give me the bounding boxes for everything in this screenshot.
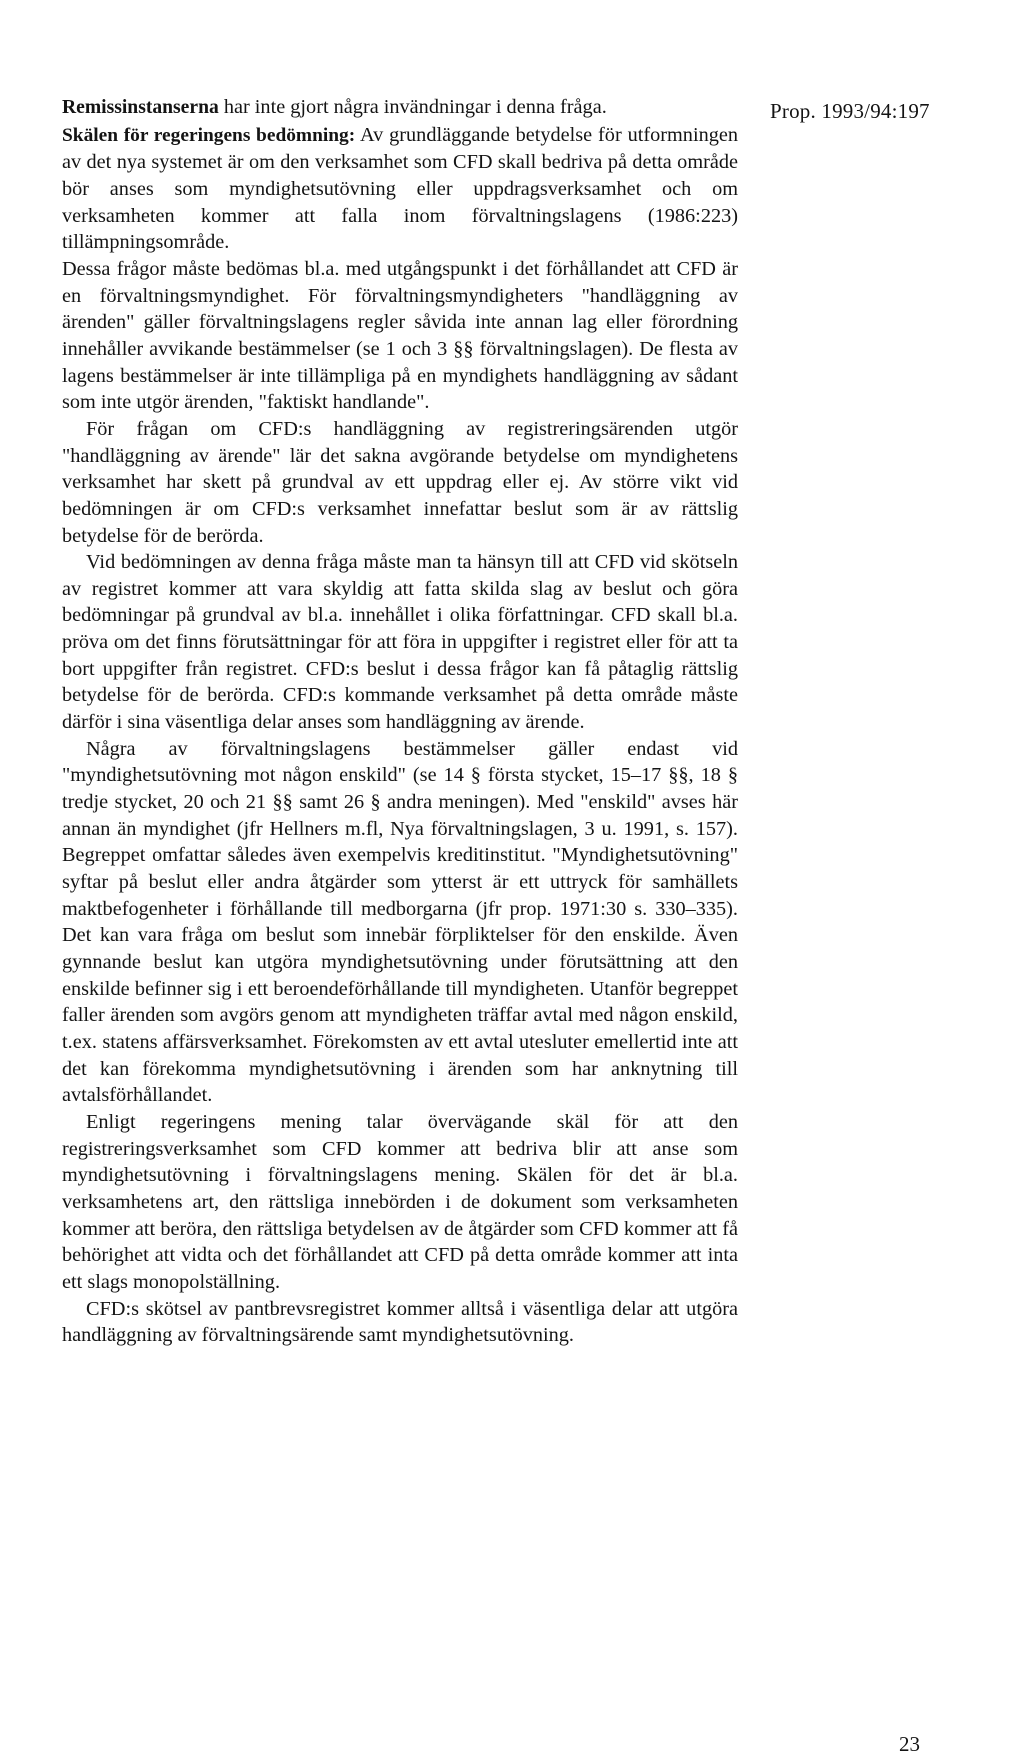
page-number: 23: [899, 1732, 920, 1756]
paragraph-enligt-regeringens: Enligt regeringens mening talar övervägande skäl för att den registreringsverksamhet som CFD kommer att bedriva blir att anse som myndighetsutövning i förvaltningslagens mening. Skälen för det är bl.a. verksamhetens art, den rättsliga innebörden i de dokument som verksamheten kommer att beröra, den rättsliga betydelsen av de åtgärder som CFD kommer att få behörighet att vidta och det förhållandet att CFD på detta område kommer att inta ett slags monopolställning.: [62, 1110, 738, 1293]
document-reference: Prop. 1993/94:197: [770, 99, 930, 123]
paragraph-nagra-av: Några av förvaltningslagens bestämmelser gäller endast vid "myndighetsutövning mot någon enskild" (se 14 § första stycket, 15–17 §§, 18 § tredje stycket, 20 och 21 §§ samt 26 § andra meningen). Med "enskild" avses här annan än myndighet (jfr Hellners m.fl, Nya förvaltningslagen, 3 u. 1991, s. 157). Begreppet omfattar således även exempelvis kreditinstitut. "Myndighetsutövning" syftar på beslut eller andra åtgärder som ytterst är ett uttryck för samhällets maktbefogenheter i förhållande till medborgarna (jfr prop. 1971:30 s. 330–335). Det kan vara fråga om beslut som innebär förpliktelser för den enskilde. Även gynnande beslut kan utgöra myndighetsutövning under förutsättning att den enskilde befinner sig i ett beroendeförhållande till myndigheten. Utanför begreppet faller ärenden som avgörs genom att myndigheten träffar avtal med någon enskild, t.ex. statens affärsverksamhet. Förekomsten av ett avtal utesluter emellertid inte att det kan förekomma myndighetsutövning i ärenden som har anknytning till avtalsförhållandet.: [62, 737, 738, 1107]
paragraph-skalen: [62, 122, 738, 256]
paragraph-vid-bedomningen: Vid bedömningen av denna fråga måste man ta hänsyn till att CFD vid skötseln av registret kommer att vara skyldig att fatta skilda slag av beslut och göra bedömningar på grundval av bl.a. innehållet i olika författningar. CFD skall bl.a. pröva om det finns förutsättningar för att föra in uppgifter i registret eller för att ta bort uppgifter från registret. CFD:s beslut i dessa frågor kan få påtaglig rättslig betydelse för de berörda. CFD:s kommande verksamhet på detta område måste därför i sina väsentliga delar anses som handläggning av ärende.: [62, 551, 738, 734]
paragraph-text: har inte gjort några invändningar i denna fråga.: [218, 96, 607, 118]
paragraph-text: Av grundläggande betydelse för utformningen av det nya systemet är om den verksamhet som CFD skall bedriva på detta område bör anses som myndighetsutövning eller uppdragsverksamhet och om verksamheten kommer att falla inom förvaltningslagens (1986:223) tillämpningsområde.: [62, 123, 738, 254]
paragraph-cfd-skotsel: CFD:s skötsel av pantbrevsregistret kommer alltså i väsentliga delar att utgöra handläggning av förvaltningsärende samt myndighetsutövning.: [62, 1297, 738, 1347]
paragraph-dessa-fragor: Dessa frågor måste bedömas bl.a. med utgångspunkt i det förhållandet att CFD är en förvaltningsmyndighet. För förvaltningsmyndigheters "handläggning av ärenden" gäller förvaltningslagens regler såvida inte annan lag eller förordning innehåller avvikande bestämmelser (se 1 och 3 §§ förvaltningslagen). De flesta av lagens bestämmelser är inte tillämpliga på en myndighets handläggning av sådant som inte utgör ärenden, "faktiskt handlande".: [62, 257, 738, 414]
paragraph-lead-bold: Remissinstanserna: [62, 97, 219, 118]
paragraph-lead-bold: Skälen för regeringens bedömning:: [62, 124, 356, 146]
paragraph-remissinstanserna: [62, 94, 738, 122]
body-text: [62, 94, 738, 1349]
paragraph-for-fragan: För frågan om CFD:s handläggning av registreringsärenden utgör "handläggning av ärende" lär det sakna avgörande betydelse om myndighetens verksamhet har skett på grundval av ett uppdrag eller ej. Av större vikt vid bedömningen är om CFD:s verksamhet innefattar beslut som är av rättslig betydelse för de berörda.: [62, 417, 738, 547]
